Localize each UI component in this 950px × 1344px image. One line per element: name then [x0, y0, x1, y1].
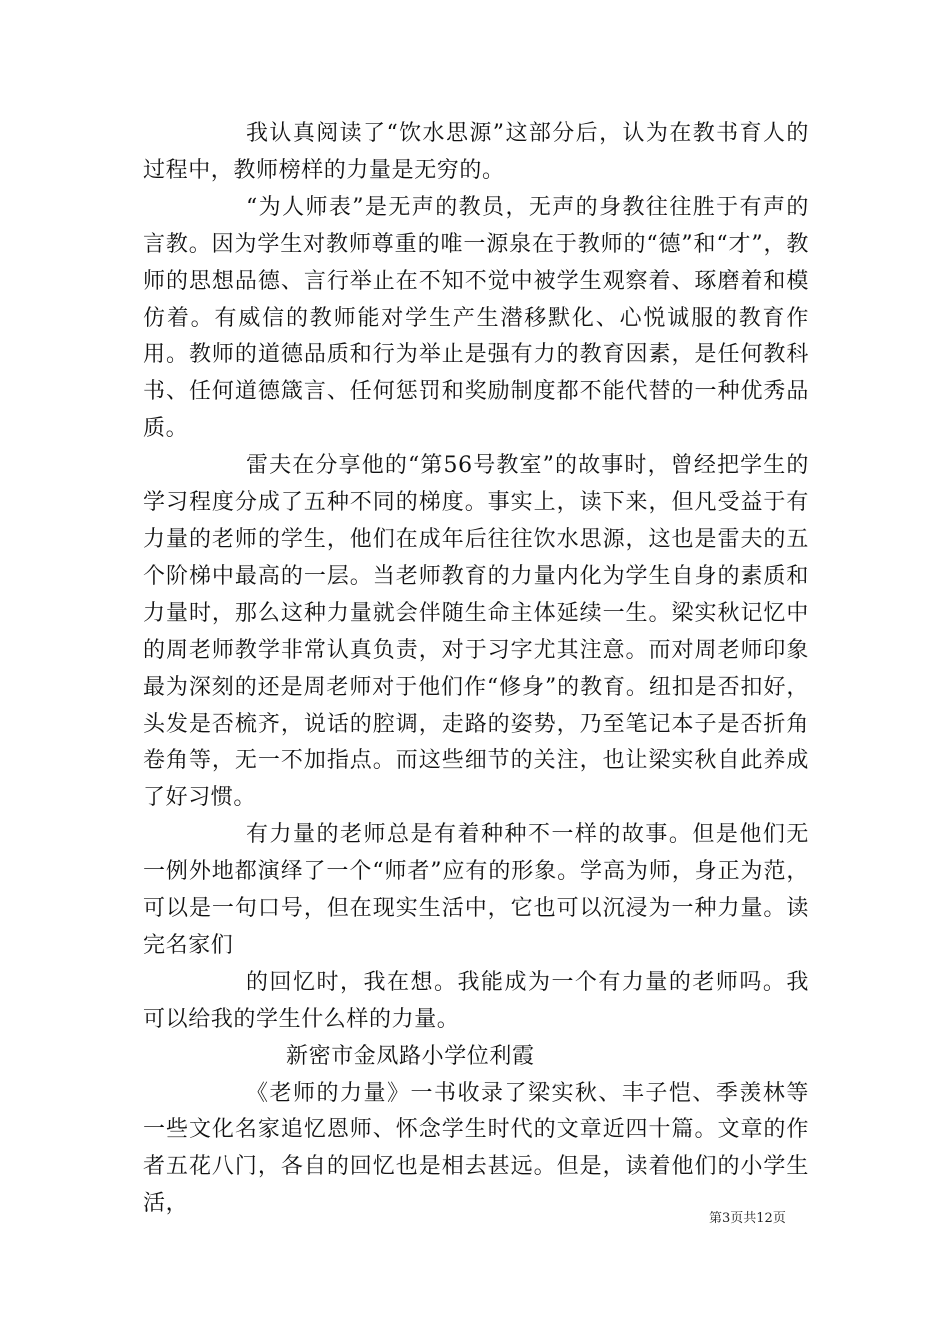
paragraph-rafe-story: 雷夫在分享他的“第56号教室”的故事时，曾经把学生的学习程度分成了五种不同的梯度。事实上，读下来，但凡受益于有力量的老师的学生，他们在成年后往往饮水思源，这也是雷夫的五个阶梯中最高的一层。当老师教育的力量内化为学生自身的素质和力量时，那么这种力量就会伴随生命主体延续一生。梁实秋记忆中的周老师教学非常认真负责，对于习字尤其注意。而对周老师印象最为深刻的还是周老师对于他们作“修身”的教育。纽扣是否扣好，头发是否梳齐，说话的腔调，走路的姿势，乃至笔记本子是否折角卷角等，无一不加指点。而这些细节的关注，也让梁实秋自此养成了好习惯。: [143, 453, 809, 811]
page-number-footer: 第3页共12页: [709, 1211, 786, 1226]
paragraph-reflection: 的回忆时，我在想。我能成为一个有力量的老师吗。我可以给我的学生什么样的力量。: [143, 969, 809, 1032]
author-line: 新密市金凤路小学位利霞: [286, 1043, 535, 1069]
paragraph-teacher-example: “为人师表”是无声的教员，无声的身教往往胜于有声的言教。因为学生对教师尊重的唯一源泉在于教师的“德”和“才”，教师的思想品德、言行举止在不知不觉中被学生观察着、琢磨着和模仿着。有威信的教师能对学生产生潜移默化、心悦诚服的教育作用。教师的道德品质和行为举止是强有力的教育因素，是任何教科书、任何道德箴言、任何惩罚和奖励制度都不能代替的一种优秀品质。: [143, 194, 809, 442]
paragraph-intro: 我认真阅读了“饮水思源”这部分后，认为在教书育人的过程中，教师榜样的力量是无穷的。: [143, 121, 809, 183]
document-body: [143, 116, 809, 1223]
paragraph-teacher-stories: 有力量的老师总是有着种种不一样的故事。但是他们无一例外地都演绎了一个“师者”应有的形象。学高为师，身正为范，可以是一句口号，但在现实生活中，它也可以沉浸为一种力量。读完名家们: [143, 822, 809, 958]
paragraph-book-intro: 《老师的力量》一书收录了梁实秋、丰子恺、季羡林等一些文化名家追忆恩师、怀念学生时代的文章近四十篇。文章的作者五花八门，各自的回忆也是相去甚远。但是，读着他们的小学生活，: [143, 1080, 809, 1217]
